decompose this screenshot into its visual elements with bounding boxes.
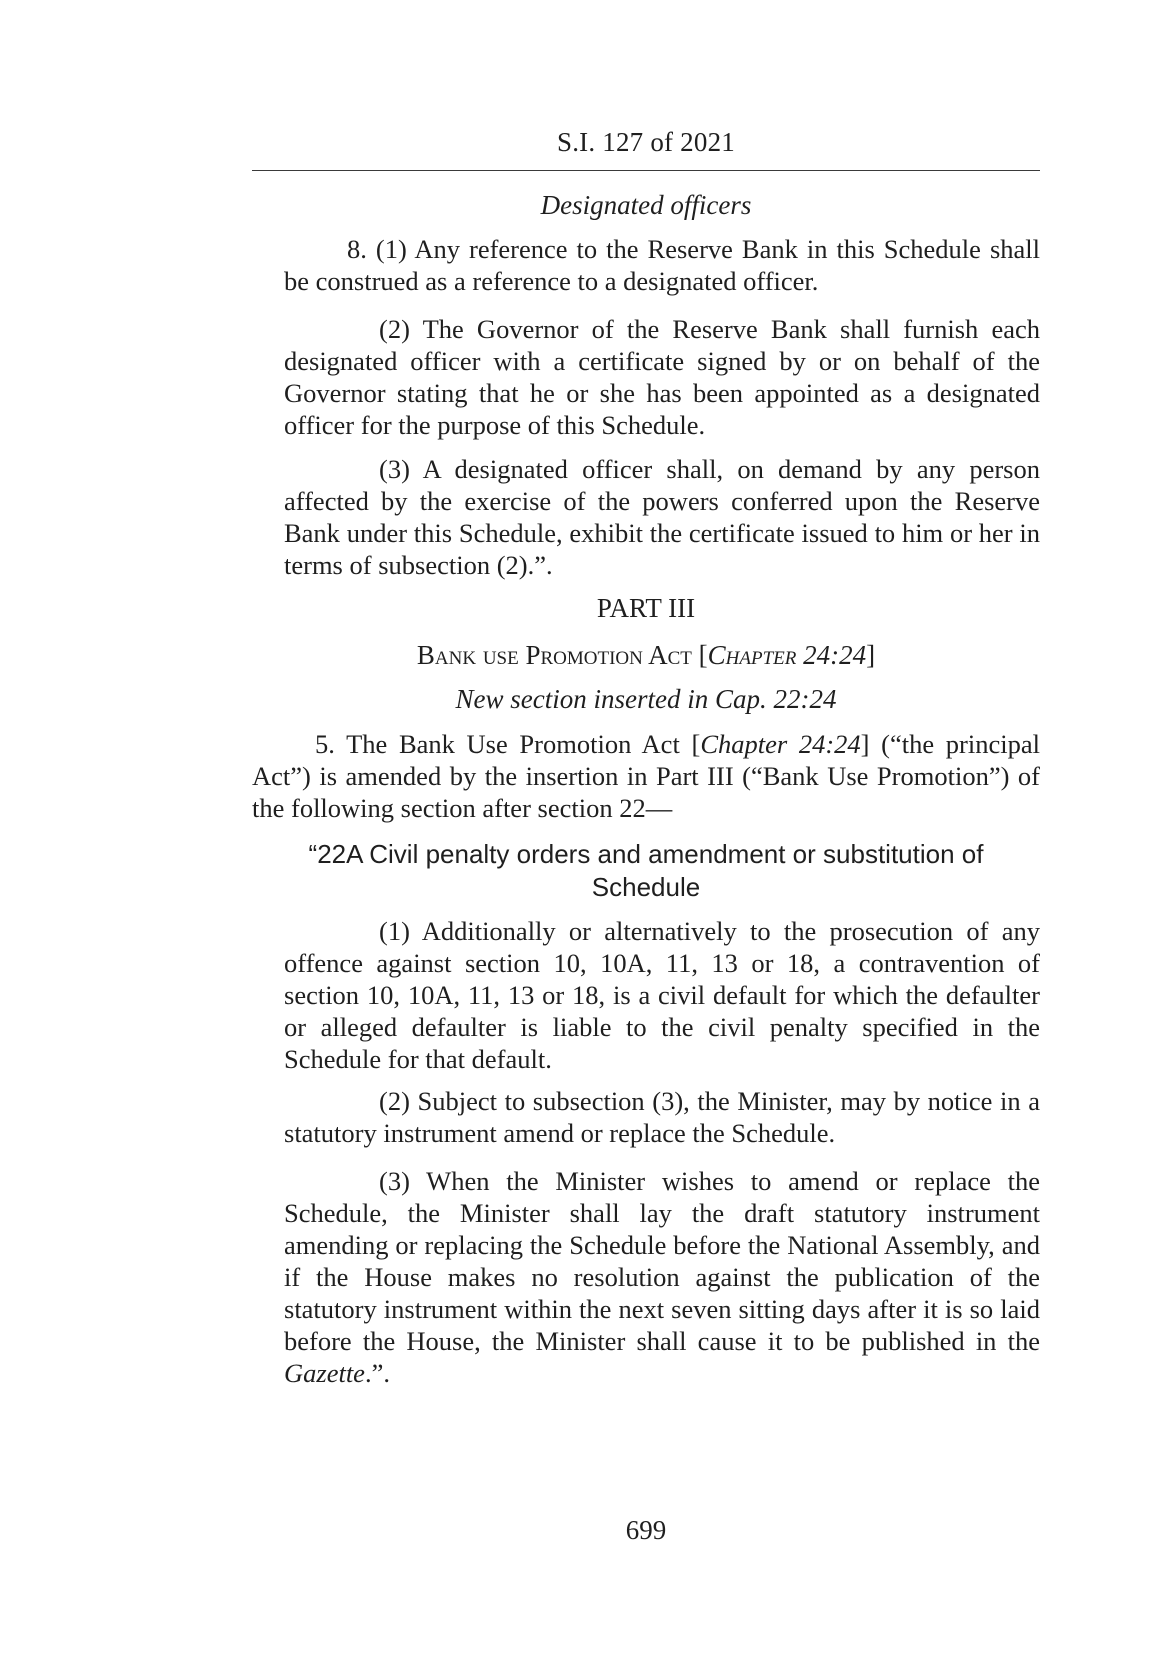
page-header: S.I. 127 of 2021 bbox=[557, 127, 735, 157]
gazette-reference: Gazette bbox=[284, 1358, 365, 1388]
act-title bbox=[252, 640, 1040, 671]
section-22a-subsection-1-text: (1) Additionally or alternatively to the prosecution of any offence against section 10, 10A, 11, 13 or 18, a contravention of section 10, 10A, 11, 13 or 18, is a civil default for which the defaulter or alleged defaulter is liable to the civil penalty specified in the Schedule for that default. bbox=[284, 916, 1040, 1074]
section-8-subsection-3-text: (3) A designated officer shall, on demand by any person affected by the exercise of the powers conferred upon the Reserve Bank under this Schedule, exhibit the certificate issued to him or her in terms of subsection (2).”. bbox=[284, 454, 1040, 580]
section-5-chapter: Chapter 24:24 bbox=[700, 729, 861, 759]
section-8-subsection-2 bbox=[252, 313, 1040, 441]
document-page bbox=[252, 0, 1040, 1654]
section-22a-subsection-3-end: .”. bbox=[364, 1358, 390, 1388]
header-rule bbox=[252, 170, 1040, 171]
section-8-subsection-3 bbox=[252, 453, 1040, 581]
section-22a-heading-line-1: “22A Civil penalty orders and amendment or substitution of bbox=[308, 839, 984, 869]
section-8-subsection-2-text: (2) The Governor of the Reserve Bank shall furnish each designated officer with a certificate signed by or on behalf of the Governor stating that he or she has been appointed as a designated officer for the purpose of this Schedule. bbox=[284, 314, 1040, 440]
page-number: 699 bbox=[625, 1515, 667, 1545]
act-close-bracket: ] bbox=[866, 640, 876, 670]
section-heading-designated-officers: Designated officers bbox=[540, 190, 752, 220]
section-22a-subsection-2-text: (2) Subject to subsection (3), the Minister, may by notice in a statutory instrument amend or replace the Schedule. bbox=[284, 1086, 1040, 1148]
section-5-rest: ] (“the principal Act”) is amended by the insertion in Part III (“Bank Use Promotion”) of the following section after section 22— bbox=[252, 729, 1040, 823]
section-5 bbox=[252, 728, 1040, 824]
section-22a-subsection-3-body: (3) When the Minister wishes to amend or replace the Schedule, the Minister shall lay the draft statutory instrument amending or replacing the Schedule before the National Assembly, and if the House makes no resolution against the publication of the statutory instrument within the next seven sitting days after it is so laid before the House, the Minister shall cause it to be published in the bbox=[284, 1166, 1040, 1356]
section-5-intro: 5. The Bank Use Promotion Act [ bbox=[315, 729, 701, 759]
act-chapter: Chapter 24:24 bbox=[707, 640, 867, 670]
section-22a-subsection-1 bbox=[252, 915, 1040, 1075]
section-22a-subsection-3 bbox=[252, 1165, 1040, 1389]
section-22a-heading bbox=[252, 838, 1040, 904]
part-title: PART III bbox=[596, 593, 696, 623]
section-8-subsection-1 bbox=[252, 233, 1040, 297]
section-22a-subsection-3-text bbox=[284, 1165, 1040, 1389]
section-heading-new-section: New section inserted in Cap. 22:24 bbox=[455, 684, 837, 714]
section-22a-subsection-2 bbox=[252, 1085, 1040, 1149]
act-name: Bank use Promotion Act [ bbox=[416, 640, 708, 670]
section-8-subsection-1-text: 8. (1) Any reference to the Reserve Bank in this Schedule shall be construed as a reference to a designated officer. bbox=[284, 234, 1040, 296]
section-5-text bbox=[252, 728, 1040, 824]
section-22a-heading-line-2: Schedule bbox=[591, 872, 701, 902]
